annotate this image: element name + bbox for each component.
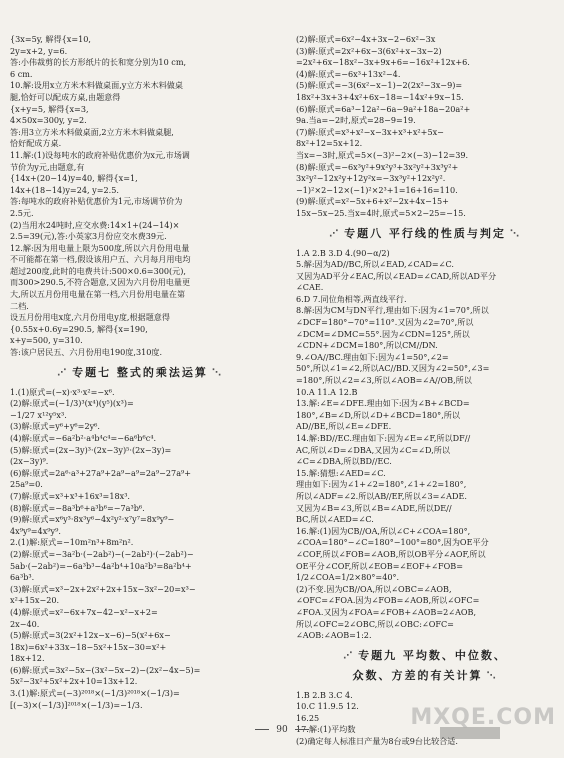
- answer-line: (5)解:原式=−3(6x²−x−1)−2(2x²−3x−9)=: [296, 80, 463, 91]
- answer-line: 180°,∠B=∠D,所以∠D+∠BCD=180°,所以: [296, 409, 460, 420]
- answer-line: 16.解:(1)因为CB//OA,所以∠C+∠COA=180°,: [296, 525, 471, 536]
- answer-line: 18x)=6x²+33x−18−5x²+15x−30=x²+: [10, 641, 167, 652]
- answer-line: 腿,恰好可以配成方桌,由题意得: [10, 91, 121, 102]
- right-answers-block-2: [296, 248, 554, 642]
- answer-line: 不可能都在第一档,假设该用户五、六月每月用电均: [10, 254, 191, 265]
- answer-line: (6)解:原式=3x²−5x−(3x²−5x−2)−(2x²−4x−5)=: [10, 664, 201, 675]
- title-decoration-left-icon: ⋰: [57, 367, 69, 378]
- answer-line: 当x=−3时,原式=5×(−3)²−2×(−3)−12=39.: [296, 149, 469, 160]
- answer-line: ∠COA=180°−∠C=180°−100°=80°,因为OE平分: [296, 537, 489, 548]
- answer-line: {x+y=5, 解得{x=3,: [10, 103, 89, 114]
- answer-line: ∠DCF=180°−70°=110°.又因为∠2=70°,所以: [296, 317, 474, 328]
- answer-line: AD//BE,所以∠E=∠DFE.: [296, 421, 392, 432]
- answer-line: BC,所以∠AED=∠C.: [296, 514, 374, 525]
- answer-line: 二档.: [10, 300, 29, 311]
- answer-line: 5x²−3x²+5x²+2x+10=13x+12.: [10, 676, 138, 687]
- answer-line: 6.D 7.同位角相等,两直线平行.: [296, 293, 407, 304]
- answer-line: {0.55x+0.6y=290.5, 解得{x=190,: [10, 323, 148, 334]
- answer-line: 5.解:因为AD//BC,所以∠EAD,∠CAD=∠C.: [296, 259, 454, 270]
- right-answers-block-1: [296, 34, 554, 220]
- answer-line: ∠OFC=∠FOA.因为∠FOB=∠AOB,所以∠OFC=: [296, 595, 480, 606]
- answer-line: (8)解:原式=−8a³b⁶+a³b⁶=−7a³b⁶.: [10, 502, 145, 513]
- left-answers-block-1: [10, 34, 270, 359]
- answer-line: 10.A 11.A 12.B: [296, 386, 358, 397]
- footer-rule-right: [295, 729, 309, 730]
- answer-line: 答:用3立方米木料做桌面,2立方米木料做桌腿,: [10, 126, 174, 137]
- title-decoration-right-icon: ⋱: [509, 228, 521, 239]
- answer-line: (3)解:原式=x³−2x+2x²+2x+15x−3x²−20=x³−: [10, 583, 196, 594]
- answer-line: (6)解:原式=6a³−12a²−6a−9a²+18a−20a²+: [296, 103, 471, 114]
- answer-line: 9.∠OA//BC.理由如下:因为∠1=50°,∠2=: [296, 351, 449, 362]
- answer-line: ∠DCM=∠DMC=55°.因为∠CDN=125°,所以: [296, 328, 470, 339]
- answer-line: 15x−5x−25.当x=4时,原式=5×2−25=−15.: [296, 207, 466, 218]
- answer-line: 9a.当a=−2时,原式=28−9=19.: [296, 115, 416, 126]
- answer-line: 3x²y²−12x²y+12y²x=−3x³y²+12x²y².: [296, 173, 446, 184]
- answer-line: 2.(1)解:原式=−10m²n³+8m²n².: [10, 537, 134, 548]
- answer-line: ∠AOB:∠AOB=1:2.: [296, 630, 372, 641]
- answer-line: 17.解:(1)平均数: [296, 724, 356, 735]
- answer-line: (9)解:原式=x⁶y³·8x³y⁶−4x²y²·x⁷y⁷=8x⁹y⁹−: [10, 514, 175, 525]
- answer-line: 3.(1)解:原式=(−3)²⁰¹⁸×(−1/3)²⁰¹⁸×(−1/3)=: [10, 688, 180, 699]
- section-9-title-line-2: 众数、方差的有关计算 ⋱: [296, 666, 554, 686]
- answer-line: (2)确定每人标准日产量为8台或9台比较合适.: [296, 736, 458, 747]
- answer-line: (2x−3y)⁹.: [10, 456, 49, 467]
- answer-line: 答:小伟裁剪的长方形纸片的长和宽分别为10 cm,: [10, 57, 187, 68]
- answer-line: (2)不变.因为CB//OA,所以∠OBC=∠AOB,: [296, 583, 452, 594]
- section-7-title: ⋰ 专题七 整式的乘法运算 ⋱: [10, 363, 270, 383]
- answer-line: 又因为AD平分∠EAC,所以∠EAD=∠CAD,所以AD平分: [296, 270, 497, 281]
- answer-line: (9)解:原式=x²−5x+6+x²−2x+4x−15+: [296, 196, 449, 207]
- answer-line: ∠C=∠DBA,所以BD//EC.: [296, 456, 392, 467]
- title-decoration-right-icon: ⋱: [486, 670, 498, 681]
- answer-line: 节价为y元,由题意,有: [10, 161, 85, 172]
- title-decoration-left-icon: ⋰: [343, 650, 355, 661]
- answer-line: 10.解:设用x立方米木料做桌面,y立方米木料做桌: [10, 80, 183, 91]
- answer-line: (2)解:原式=−3a²b·(−2ab²)−(−2ab²)·(−2ab²)−: [10, 548, 194, 559]
- answer-line: 8x²+12=5x+12.: [296, 138, 363, 149]
- answer-line: −1/27 x¹²y⁵x³.: [10, 409, 67, 420]
- answer-line: 2.5元.: [10, 207, 34, 218]
- answer-line: x+y=500, y=310.: [10, 335, 83, 346]
- answer-line: =180°,所以∠2=∠3,所以∠AOB=∠A//OB,所以: [296, 375, 472, 386]
- answer-line: 答:每吨水的政府补贴优惠价为1元,市场调节价为: [10, 196, 183, 207]
- answer-line: 理由如下:因为∠1+∠2=180°,∠1+∠2=180°,: [296, 479, 467, 490]
- answer-line: 11.解:(1)设每吨水的政府补贴优惠价为x元,市场调: [10, 149, 190, 160]
- answer-line: (5)解:原式=3(2x²+12x−x−6)−5(x²+6x−: [10, 630, 171, 641]
- answer-line: [(−3)×(−1/3)]²⁰¹⁸×(−1/3)=−1/3.: [10, 699, 143, 710]
- answer-line: 而300>290.5,不符合题意,又因为六月份用电量更: [10, 277, 191, 288]
- answer-line: 1.(1)原式=(−x)·x³·x²=−x⁶.: [10, 386, 115, 397]
- answer-line: ∠COF,所以∠FOB=∠AOB,所以OB平分∠AOF,所以: [296, 548, 486, 559]
- answer-line: 所以∠ADF=∠2.所以AB//EF,所以∠3=∠ADE.: [296, 490, 467, 501]
- right-column: [296, 34, 554, 748]
- answer-line: (7)解:原式=x³+x³+16x³=18x³.: [10, 490, 131, 501]
- answer-line: {3x=5y, 解得{x=10,: [10, 34, 91, 44]
- watermark-logo: MXQE.COM: [410, 705, 556, 730]
- answer-line: 25a⁹=0.: [10, 479, 43, 490]
- answer-line: 14x+(18−14)y=24, y=2.5.: [10, 184, 119, 195]
- left-column: [10, 34, 270, 711]
- answer-line: (4)解:原式=−6a²b²·a⁴b⁴c⁴=−6a⁶b⁶c⁴.: [10, 433, 157, 443]
- answer-line: 2x−40.: [10, 618, 40, 629]
- page-number: 90: [276, 725, 288, 735]
- answer-line: (3)解:原式=y⁶+y⁶=2y⁶.: [10, 421, 100, 432]
- title-decoration-left-icon: ⋰: [329, 228, 341, 239]
- answer-line: −1)²×2−12×(−1)²×2³+1=16+16=110.: [296, 184, 458, 195]
- answer-line: (7)解:原式=x³+x²−x−3x+x³+x²+5x−: [296, 126, 444, 137]
- answer-line: (3)解:原式=2x²+6x−3(6x²+x−3x−2): [296, 45, 442, 56]
- answer-line: x²+15x−20.: [10, 595, 60, 606]
- answer-line: 13.解:∠E=∠DFE.理由如下:因为∠B+∠BCD=: [296, 398, 470, 409]
- answer-line: 设五月份用电x度,六月份用电y度,根据题意得: [10, 312, 170, 323]
- answer-line: 6a³b³.: [10, 572, 35, 583]
- answer-line: ∠FOA.又因为∠FOA=∠FOB+∠AOB=2∠AOB,: [296, 606, 477, 617]
- title-decoration-right-icon: ⋱: [211, 367, 223, 378]
- answer-line: 16.25: [296, 712, 320, 723]
- answer-line: (4)解:原式=−6x³+13x²−4.: [296, 68, 401, 79]
- answer-line: (8)解:原式=−6x³y²+9x²y³+3x²y²+3x³y²+: [296, 161, 459, 172]
- answer-line: {14x+(20−14)y=40, 解得{x=1,: [10, 173, 138, 184]
- answer-line: 2y=x+2, y=6.: [10, 45, 68, 56]
- answer-line: 50°,所以∠1=∠2,所以AC//BD.又因为∠2=50°,∠3=: [296, 363, 490, 374]
- answer-line: 5ab·(−2ab²)=−6a³b³−4a²b⁴+10a²b³=8a²b⁴+: [10, 560, 192, 571]
- answer-line: 15.解:猜想:∠AED=∠C.: [296, 467, 386, 478]
- answer-line: 所以∠OFC=2∠OBC,所以∠OBC:∠OFC=: [296, 618, 454, 629]
- answer-line: 6 cm.: [10, 68, 33, 79]
- answer-line: ∠CDN+∠DCM=180°,所以CM//DN.: [296, 340, 438, 351]
- answer-line: 2.5=39(元),答:小英家3月份应交水费39元.: [10, 231, 167, 242]
- answer-line: 14.解:BD//EC.理由如下:因为∠E=∠F,所以DF//: [296, 433, 471, 443]
- answer-line: 答:该户居民五、六月份用电190度,310度.: [10, 347, 163, 358]
- page-footer: [0, 725, 564, 735]
- answer-line: 又因为∠B=∠3,所以∠B=∠ADE,所以DE//: [296, 502, 452, 513]
- answer-line: =2x²+6x−18x²−3x+9x+6=−16x²+12x+6.: [296, 57, 470, 68]
- answer-line: 10.C 11.9.5 12.: [296, 701, 359, 712]
- section-8-title: ⋰ 专题八 平行线的性质与判定 ⋱: [296, 224, 554, 244]
- footer-rule-left: [255, 729, 269, 730]
- answer-line: (2)解:原式=(−1/3)³(x⁴)(y⁵)(x³)=: [10, 398, 134, 409]
- answer-line: 1/2∠COA=1/2×80°=40°.: [296, 572, 400, 583]
- answer-line: (2)解:原式=6x²−4x+3x−2−6x²−3x: [296, 34, 436, 44]
- answer-line: 1.B 2.B 3.C 4.: [296, 689, 353, 700]
- answer-line: OE平分∠COF,所以∠EOB=∠EOF+∠FOB=: [296, 560, 463, 571]
- answer-line: (2)当用水24吨时,应交水费:14×1+(24−14)×: [10, 219, 180, 230]
- answer-line: 超过200度,此时的电费共计:500×0.6=300(元),: [10, 265, 187, 276]
- answer-line: (5)解:原式=(2x−3y)³·(2x−3y)⁵·(2x−3y)=: [10, 444, 172, 455]
- answer-line: 恰好配成方桌.: [10, 138, 62, 149]
- answer-line: AC,所以∠D=∠DBA,又因为∠C=∠D,所以: [296, 444, 450, 455]
- answer-line: 大,所以五月份用电量在第一档,六月份用电量在第: [10, 289, 186, 300]
- answer-line: (6)解:原式=2a⁶·a³+27a⁹+2a⁹−a⁹=2a⁹−27a⁹+: [10, 467, 192, 478]
- answer-line: 8.解:因为CM与DN平行,理由如下:因为∠1=70°,所以: [296, 305, 489, 316]
- section-9-title-line-1: ⋰ 专题九 平均数、中位数、: [296, 646, 554, 666]
- answer-line: ∠CAE.: [296, 282, 324, 293]
- answer-line: 18x+12.: [10, 653, 45, 664]
- answer-line: 18x²+3x+3+4x²+6x−18=−14x²+9x−15.: [296, 91, 464, 102]
- left-answers-block-2: [10, 387, 270, 712]
- answer-line: 4x⁹y⁹=4x⁹y⁹.: [10, 525, 61, 536]
- answer-line: 1.A 2.B 3.D 4.(90−α/2): [296, 247, 390, 258]
- answer-line: (4)解:原式=x²−6x+7x−42−x²−x+2=: [10, 606, 158, 617]
- answer-line: 12.解:因为用电量上限为500度,所以六月份用电量: [10, 242, 190, 253]
- answer-line: 4×50x=300y, y=2.: [10, 115, 87, 126]
